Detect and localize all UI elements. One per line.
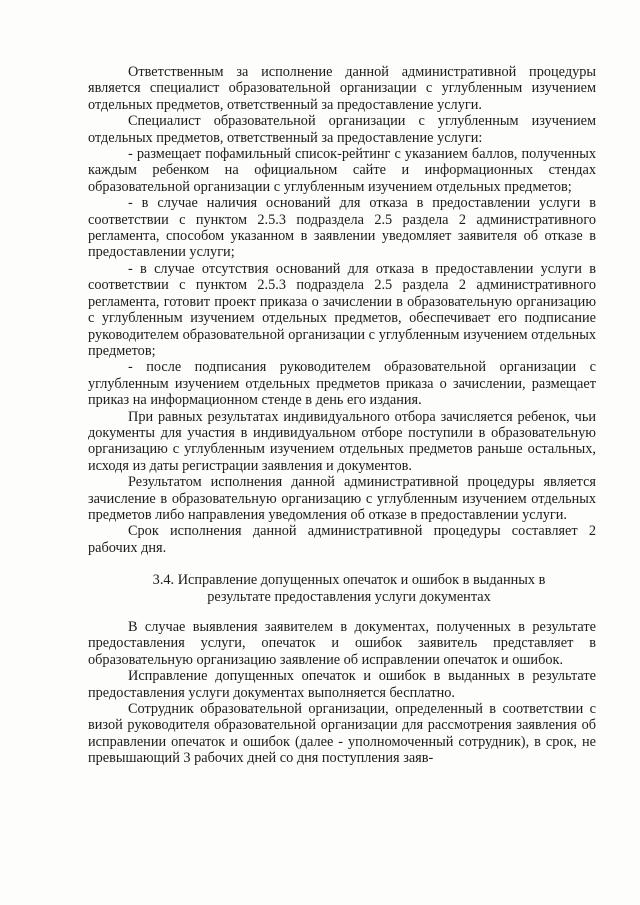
paragraph-result: Результатом исполнения данной административной процедуры является зачисление в образовательную организацию с углубленным изучением отдельных предметов либо направления уведомления об отказе в предоставлении услуги. — [88, 474, 596, 523]
paragraph-deadline: Срок исполнения данной административной процедуры составляет 2 рабочих дня. — [88, 523, 596, 556]
paragraph-specialist-intro: Специалист образовательной организации с углубленным изучением отдельных предметов, ответственный за предоставление услуги: — [88, 113, 596, 146]
paragraph-authorized-employee: Сотрудник образовательной организации, определенный в соответствии с визой руководителя образовательной организации для рассмотрения заявления об исправлении опечаток и ошибок (далее - уполномоченный сотрудник), в срок, не превышающий 3 рабочих дней со дня поступления заяв- — [88, 701, 596, 767]
document-page — [88, 64, 596, 767]
list-item-order-draft: - в случае отсутствия оснований для отказа в предоставлении услуги в соответствии с пунктом 2.5.3 подраздела 2.5 раздела 2 административного регламента, готовит проект приказа о зачислении в образовательную организацию с углубленным изучением отдельных предметов, обеспечивает его подписание руководителем образовательной организации с углубленным изучением отдельных предметов; — [88, 260, 596, 359]
section-heading: 3.4. Исправление допущенных опечаток и ошибок в выданных в результате предоставления услуги документах — [152, 572, 546, 605]
paragraph-equal-results: При равных результатах индивидуального отбора зачисляется ребенок, чьи документы для участия в индивидуальном отборе поступили в образовательную организацию с углубленным изучением отдельных предметов раньше остальных, исходя из даты регистрации заявления и документов. — [88, 408, 596, 474]
paragraph-responsible: Ответственным за исполнение данной административной процедуры является специалист образовательной организации с углубленным изучением отдельных предметов, ответственный за предоставление услуги. — [88, 64, 596, 113]
list-item-rating: - размещает пофамильный список-рейтинг с указанием баллов, полученных каждым ребенком на официальном сайте и информационных стендах образовательной организации с углубленным изучением отдельных предметов; — [88, 146, 596, 195]
paragraph-errors-found: В случае выявления заявителем в документах, полученных в результате предоставления услуги, опечаток и ошибок заявитель представляет в образовательную организацию заявление об исправлении опечаток и ошибок. — [88, 619, 596, 668]
paragraph-free-correction: Исправление допущенных опечаток и ошибок в выданных в результате предоставления услуги документах выполняется бесплатно. — [88, 668, 596, 701]
list-item-refusal: - в случае наличия оснований для отказа в предоставлении услуги в соответствии с пунктом 2.5.3 подраздела 2.5 раздела 2 административного регламента, способом указанном в заявлении уведомляет заявителя об отказе в предоставлении услуги; — [88, 195, 596, 261]
list-item-order-publish: - после подписания руководителем образовательной организации с углубленным изучением отдельных предметов приказа о зачислении, размещает приказ на информационном стенде в день его издания. — [88, 359, 596, 409]
